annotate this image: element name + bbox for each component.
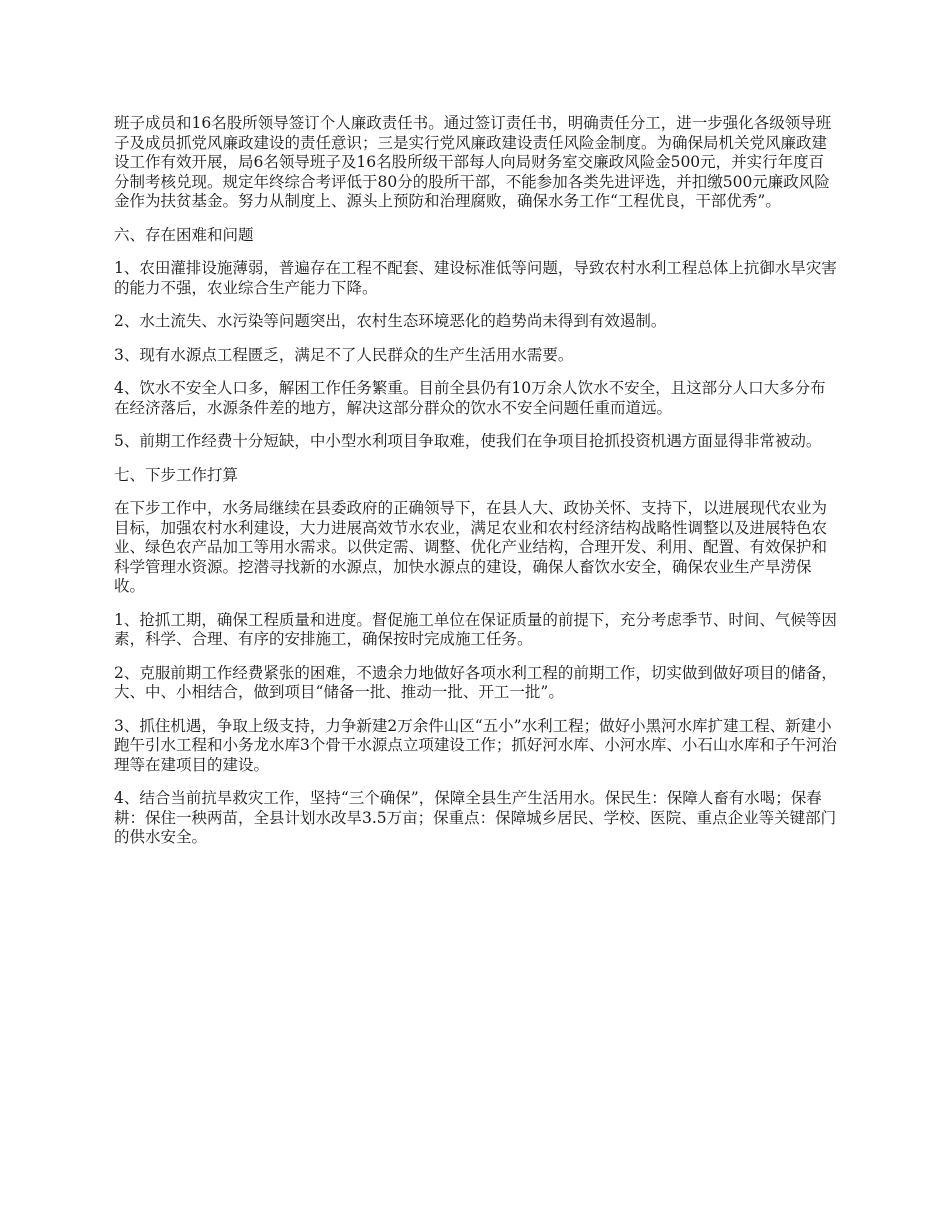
list-item-difficulty-2: 2、水土流失、水污染等问题突出，农村生态环境恶化的趋势尚未得到有效遏制。 — [114, 312, 667, 330]
document-page — [114, 114, 838, 862]
section-heading-difficulties: 六、存在困难和问题 — [114, 225, 254, 244]
paragraph-responsibility-system: 班子成员和16名股所领导签订个人廉政责任书。通过签订责任书，明确责任分工，进一步强化各级领导班子及成员抓党风廉政建设的责任意识；三是实行党风廉政建设责任风险金制度。为确保局机关党风廉政建设工作有效开展，局6名领导班子及16名股所级干部每人向局财务室交廉政风险金500元，并实行年度百分制考核兑现。规定年终综合考评低于80分的股所干部，不能参加各类先进评选，并扣缴500元廉政风险金作为扶贫基金。努力从制度上、源头上预防和治理腐败，确保水务工作“工程优良，干部优秀”。 — [114, 114, 832, 210]
paragraph-next-steps-intro: 在下步工作中，水务局继续在县委政府的正确领导下，在县人大、政协关怀、支持下，以进展现代农业为目标，加强农村水利建设，大力进展高效节水农业，满足农业和农村经济结构战略性调整以及进展特色农业、绿色农产品加工等用水需求。以供定需、调整、优化产业结构，合理开发、利用、配置、有效保护和科学管理水资源。挖潜寻找新的水源点，加快水源点的建设，确保人畜饮水安全，确保农业生产旱涝保收。 — [114, 499, 828, 595]
section-heading-next-steps: 七、下步工作打算 — [114, 465, 239, 484]
list-item-difficulty-3: 3、现有水源点工程匮乏，满足不了人民群众的生产生活用水需要。 — [114, 345, 574, 364]
list-item-difficulty-1: 1、农田灌排设施薄弱，普遍存在工程不配套、建设标准低等问题，导致农村水利工程总体上抗御水旱灾害的能力不强，农业综合生产能力下降。 — [114, 259, 837, 297]
list-item-plan-4: 4、结合当前抗旱救灾工作，坚持“三个确保”，保障全县生产生活用水。保民生：保障人畜有水喝；保春耕：保住一秧两苗，全县计划水改旱3.5万亩；保重点：保障城乡居民、学校、医院、重点企业等关键部门的供水安全。 — [114, 789, 837, 846]
list-item-plan-2: 2、克服前期工作经费紧张的困难，不遗余力地做好各项水利工程的前期工作，切实做到做好项目的储备，大、中、小相结合，做到项目“储备一批、推动一批、开工一批”。 — [114, 663, 837, 701]
list-item-difficulty-5: 5、前期工作经费十分短缺，中小型水利项目争取难，使我们在争项目抢抓投资机遇方面显得非常被动。 — [114, 432, 822, 450]
list-item-difficulty-4: 4、饮水不安全人口多，解困工作任务繁重。目前全县仍有10万余人饮水不安全，且这部分人口大多分布在经济落后，水源条件差的地方，解决这部分群众的饮水不安全问题任重而道远。 — [114, 379, 826, 417]
list-item-plan-3: 3、抓住机遇，争取上级支持，力争新建2万余件山区“五小”水利工程；做好小黑河水库扩建工程、新建小跑午引水工程和小务龙水库3个骨干水源点立项建设工作；抓好河水库、小河水库、小石山水库和子午河治理等在建项目的建设。 — [114, 716, 837, 774]
list-item-plan-1: 1、抢抓工期，确保工程质量和进度。督促施工单位在保证质量的前提下，充分考虑季节、时间、气候等因素，科学、合理、有序的安排施工，确保按时完成施工任务。 — [114, 610, 837, 648]
